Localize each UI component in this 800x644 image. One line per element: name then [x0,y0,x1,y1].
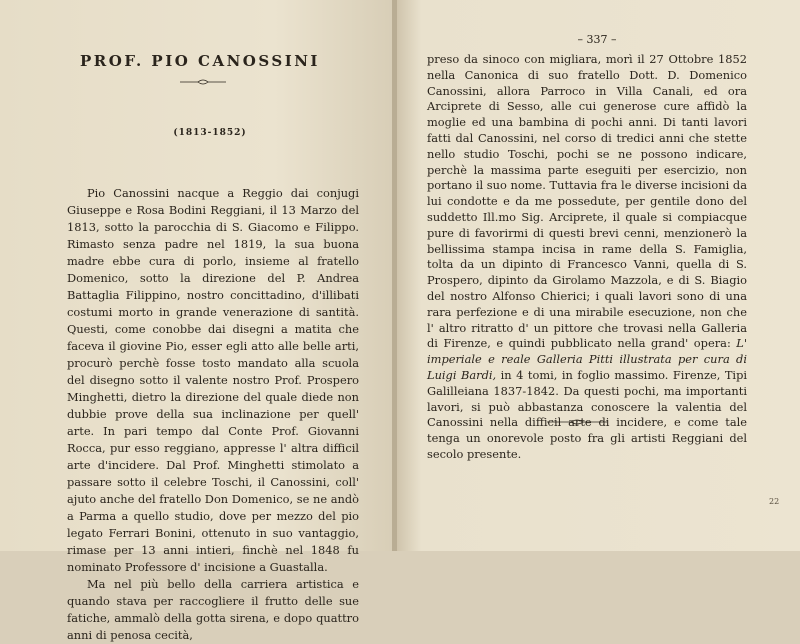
left-page [0,0,393,642]
text-after-italic: in 4 tomi, in foglio massimo. Firenze, Tipi Galilleiana 1837-1842. Da questi pochi, ma importanti lavori, si può abbastanza conoscere la valentia del Canossini nella difficil arte di incidere, e come tale tenga un onorevole posto fra gli artisti Reggiani del secolo presente. [427,367,748,461]
biography-text-right [427,52,747,463]
end-ornament-icon [547,418,607,426]
life-dates: (1813-1852) [173,128,247,138]
paragraph-1: Pio Canossini nacque a Reggio dai conjugi Giuseppe e Rosa Bodini Reggiani, il 13 Marzo del 1813, sotto la parocchia di S. Giacomo e Filippo. Rimasto senza padre nel 1819, la sua buona madre ebbe cura di porlo, insieme al fratello Domenico, sotto la direzione del P. Andrea Battaglia Filippino, nostro concittadino, d'illibati costumi morto in grande venerazione di santità. Questi, come conobbe dai disegni a matita che faceva il giovine Pio, esser egli atto alle belle arti, procurò perchè fosse tosto mandato alla scuola del disegno sotto il valente nostro Prof. Prospero Minghetti, dietro la direzione del quale diede non dubbie prove della sua inclinazione per quell' arte. In pari tempo dal Conte Prof. Giovanni Rocca, pur esso reggiano, appresse l' altra difficil arte d'incidere. Dal Prof. Minghetti stimolato a passare sotto il celebre Toschi, il Canossini, coll' ajuto anche del fratello Don Domenico, se ne andò a Parma a quello studio, dove per mezzo del pio legato Ferrari Bonini, ottenuto in suo vantaggio, rimase per 13 anni intieri, finchè nel 1848 fu nominato Professore d' incisione a Guastalla. [67,186,359,574]
right-page [397,0,800,551]
biography-text-left [67,185,359,644]
page-title: PROF. PIO CANOSSINI [80,52,320,70]
signature-mark: 22 [769,497,780,506]
title-ornament-icon [180,78,226,86]
page-number: – 337 – [577,33,617,46]
paragraph-2: Ma nel più bello della carriera artistica e quando stava per raccogliere il frutto delle sue fatiche, ammalò della gotta sirena, e dopo quattro anni di penosa cecità, [67,577,359,642]
paragraph-3 [427,52,747,463]
italic-work-title: L' imperiale e reale Galleria Pitti illustrata per cura di Luigi Bardi, [427,336,747,382]
text-before-italic: preso da sinoco con migliara, morì il 27 Ottobre 1852 nella Canonica di suo fratello Dott. D. Domenico Canossini, allora Parroco in Villa Canali, ed ora Arciprete di Sesso, alle cui generose cure affidò la moglie ed una bambina di pochi anni. Di tanti lavori fatti dal Canossini, nel corso di tredici anni che stette nello studio Toschi, pochi se ne possono indicare, perchè la massima parte eseguiti per esercizio, non portano il suo nome. Tuttavia fra le diverse incisioni da lui condotte e da me possedute, per gentile dono del suddetto Ill.mo Sig. Arciprete, il quale si compiacque pure di favorirmi di questi brevi cenni, menzionerò la bellissima stampa incisa in rame della S. Famiglia, tolta da un dipinto di Francesco Vanni, quella di S. Prospero, dipinto da Girolamo Mazzola, e di S. Biagio del nostro Alfonso Chierici; i quali lavori sono di una rara perfezione e di una mirabile esecuzione, non che l' altro ritratto d' un pittore che trovasi nella Galleria di Firenze, e quindi pubblicato nella grand' opera: [427,52,747,351]
